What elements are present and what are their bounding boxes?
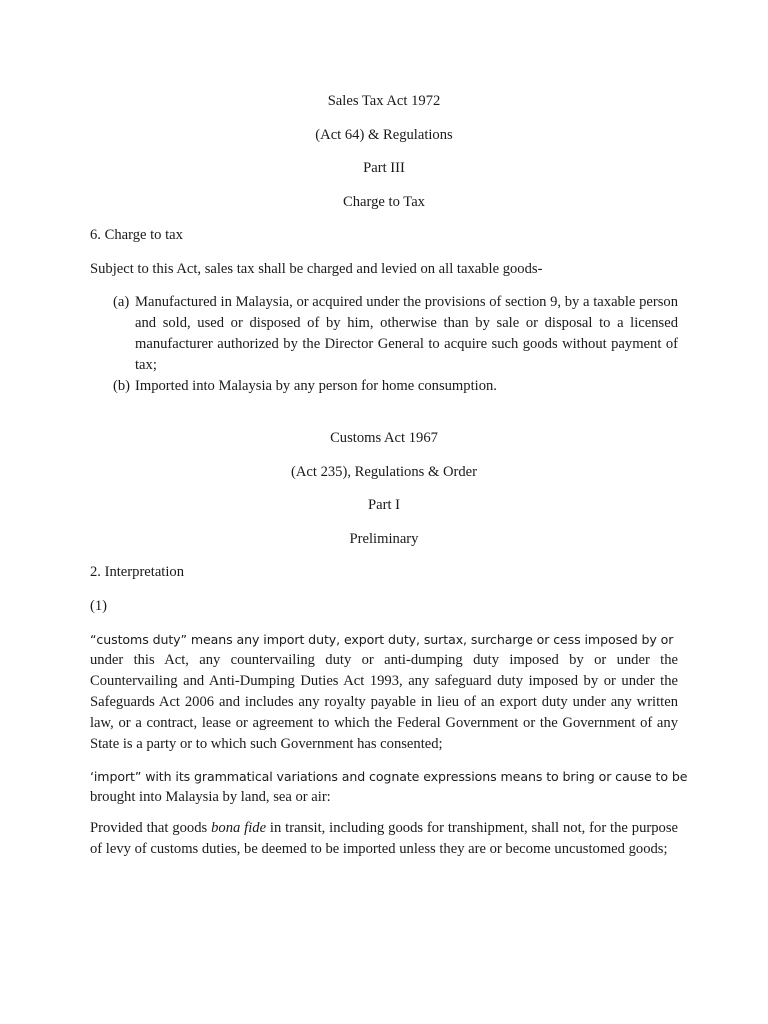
customs-title: Customs Act 1967 — [330, 430, 438, 446]
proviso-italic: bona fide — [211, 820, 267, 836]
customs-part: Part I — [367, 497, 401, 513]
list-item-text: Imported into Malaysia by any person for home consumption. — [135, 378, 497, 394]
proviso-start: Provided that goods — [90, 820, 212, 836]
sales-tax-part: Part III — [363, 160, 405, 176]
customs-subsection-number: (1) — [90, 598, 108, 614]
list-item — [90, 292, 678, 376]
sales-tax-intro: Subject to this Act, sales tax shall be charged and levied on all taxable goods- — [90, 261, 543, 277]
list-item — [90, 376, 678, 397]
customs-part-title: Preliminary — [349, 531, 419, 547]
list-item-text: Manufactured in Malaysia, or acquired under the provisions of section 9, by a taxable person and sold, used or disposed of by him, otherwise than by sale or disposal to a licensed manufacturer authorized by the Director General to acquire such goods without payment of tax; — [135, 294, 678, 373]
customs-subtitle: (Act 235), Regulations & Order — [290, 464, 478, 480]
sales-tax-item-list — [90, 292, 678, 397]
customs-section-heading: 2. Interpretation — [90, 564, 185, 580]
proviso-paragraph — [90, 818, 678, 860]
definition-customs-duty — [90, 629, 678, 755]
sales-tax-subtitle: (Act 64) & Regulations — [315, 127, 453, 143]
sales-tax-part-title: Charge to Tax — [343, 194, 425, 210]
definition-body: brought into Malaysia by land, sea or air: — [90, 789, 331, 805]
proviso-end: in transit, including goods for transhipment, shall not, for the purpose of levy of customs duties, be deemed to be imported unless they are or become uncustomed goods; — [90, 820, 678, 857]
definition-import — [90, 766, 688, 808]
definition-lead-line: “customs duty” means any import duty, export duty, surtax, surcharge or cess imposed by or — [90, 632, 674, 647]
definition-body: under this Act, any countervailing duty or anti-dumping duty imposed by or under the Countervailing and Anti-Dumping Duties Act 1993, any safeguard duty imposed by or under the Safeguards Act 2006 and includes any royalty payable in lieu of an export duty under any written law, or a contract, lease or agreement to which the Federal Government or the Government of any State is a party or to which such Government has consented; — [90, 652, 678, 752]
sales-tax-section-heading: 6. Charge to tax — [90, 227, 183, 243]
list-marker: (a) — [113, 294, 130, 310]
list-marker: (b) — [113, 378, 131, 394]
sales-tax-title: Sales Tax Act 1972 — [327, 93, 441, 109]
definition-lead-line: ‘import” with its grammatical variations and cognate expressions means to bring or cause to be — [90, 769, 688, 784]
